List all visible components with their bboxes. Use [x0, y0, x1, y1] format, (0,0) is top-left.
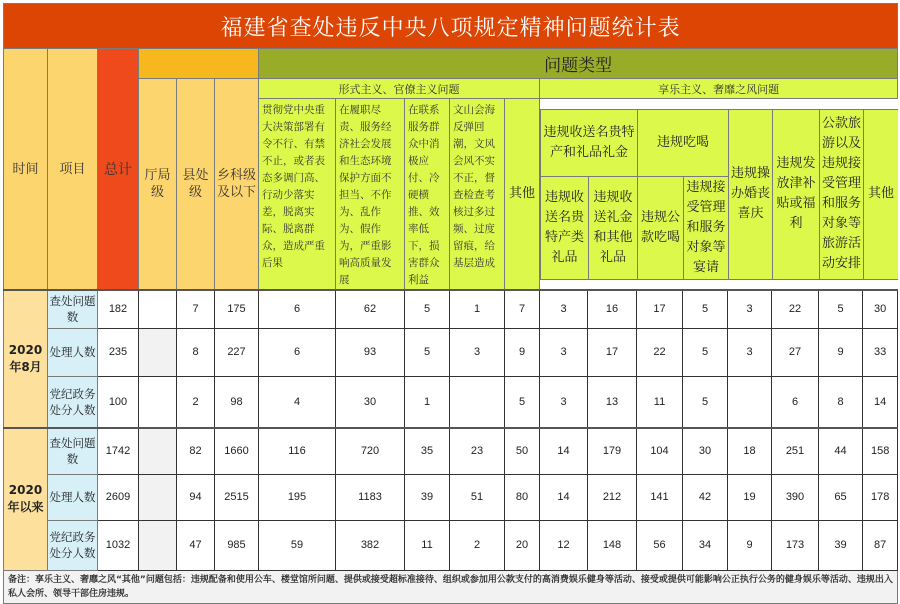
- cell: 44: [819, 428, 863, 474]
- cell: 235: [98, 328, 139, 376]
- cell: 104: [637, 428, 683, 474]
- cell: 382: [336, 520, 405, 570]
- row-item-label: 党纪政务处分人数: [48, 520, 98, 570]
- cell: 33: [863, 328, 898, 376]
- cell: 11: [637, 376, 683, 428]
- cell: 80: [505, 474, 540, 520]
- cell: 1660: [215, 428, 259, 474]
- header-gift-group: 违规收送名贵特产和礼品礼金: [541, 109, 638, 176]
- cell: 985: [215, 520, 259, 570]
- cell: 5: [683, 290, 728, 328]
- cell: 30: [863, 290, 898, 328]
- header-level-group: [139, 49, 259, 79]
- cell: 2: [450, 520, 505, 570]
- cell: 182: [98, 290, 139, 328]
- cell: 62: [336, 290, 405, 328]
- cell: 82: [177, 428, 215, 474]
- cell: 1032: [98, 520, 139, 570]
- table-row: [4, 428, 898, 474]
- cell: 3: [540, 328, 588, 376]
- row-item-label: 处理人数: [48, 328, 98, 376]
- cell: 173: [772, 520, 819, 570]
- cell: 5: [683, 376, 728, 428]
- cell: 35: [405, 428, 450, 474]
- cell: 12: [540, 520, 588, 570]
- cell: [728, 376, 772, 428]
- cell: 5: [819, 290, 863, 328]
- header-dining-banquet: 违规接受管理和服务对象等宴请: [684, 176, 729, 279]
- cell: 18: [728, 428, 772, 474]
- header-level-township: 乡科级及以下: [215, 79, 259, 291]
- cell: 2515: [215, 474, 259, 520]
- cell: 8: [819, 376, 863, 428]
- cell: 158: [863, 428, 898, 474]
- cell: 13: [588, 376, 637, 428]
- header-formalism-col-3: 在联系服务群众中消极应付、冷硬横推、效率低下，损害群众利益: [405, 99, 450, 291]
- header-gift-specialty: 违规收送名贵特产类礼品: [541, 176, 589, 279]
- cell: 148: [588, 520, 637, 570]
- cell: 227: [215, 328, 259, 376]
- cell: 3: [728, 290, 772, 328]
- cell: 87: [863, 520, 898, 570]
- table-row: [4, 376, 898, 428]
- cell: [450, 376, 505, 428]
- row-item-label: 查处问题数: [48, 428, 98, 474]
- cell: 6: [259, 328, 336, 376]
- cell: 4: [259, 376, 336, 428]
- header-formalism-col-1: 贯彻党中央重大决策部署有令不行、有禁不止，或者表态多调门高、行动少落实差，脱离实际、脱离群众，造成严重后果: [259, 99, 336, 291]
- cell: 39: [405, 474, 450, 520]
- cell: 195: [259, 474, 336, 520]
- cell: [139, 428, 177, 474]
- cell: [139, 520, 177, 570]
- header-level-county: 县处级: [177, 79, 215, 291]
- cell: [139, 474, 177, 520]
- cell: 98: [215, 376, 259, 428]
- cell: 16: [588, 290, 637, 328]
- period-label: 2020年以来: [4, 428, 48, 570]
- cell: 5: [405, 328, 450, 376]
- header-formalism-group: 形式主义、官僚主义问题: [259, 79, 540, 99]
- table-title: 福建省查处违反中央八项规定精神问题统计表: [4, 4, 898, 49]
- table-note: 备注：享乐主义、奢靡之风“其他”问题包括：违规配备和使用公车、楼堂馆所问题、提供或接受超标准接待、组织或参加用公款支付的高消费娱乐健身等活动、接受或提供可能影响公正执行公务的健身娱乐等活动、违规出入私人会所、领导干部住房违规。: [4, 570, 898, 603]
- cell: 30: [683, 428, 728, 474]
- table-row: [4, 474, 898, 520]
- cell: 7: [505, 290, 540, 328]
- header-travel: 公款旅游以及违规接受管理和服务对象等旅游活动安排: [820, 109, 864, 279]
- cell: 14: [863, 376, 898, 428]
- row-item-label: 查处问题数: [48, 290, 98, 328]
- cell: 3: [728, 328, 772, 376]
- cell: 7: [177, 290, 215, 328]
- header-dining-group: 违规吃喝: [638, 109, 729, 176]
- cell: 30: [336, 376, 405, 428]
- cell: 720: [336, 428, 405, 474]
- period-label: 2020年8月: [4, 290, 48, 428]
- header-formalism-col-4: 文山会海反弹回潮，文风会风不实不正，督查检查考核过多过频、过度留痕，给基层造成: [450, 99, 505, 291]
- statistics-table: [3, 3, 898, 604]
- cell: [139, 290, 177, 328]
- header-hedonism-group: 享乐主义、奢靡之风问题: [540, 79, 898, 99]
- cell: 179: [588, 428, 637, 474]
- cell: 390: [772, 474, 819, 520]
- row-item-label: 党纪政务处分人数: [48, 376, 98, 428]
- cell: 56: [637, 520, 683, 570]
- cell: 141: [637, 474, 683, 520]
- cell: 23: [450, 428, 505, 474]
- cell: 5: [683, 328, 728, 376]
- cell: [139, 328, 177, 376]
- cell: 212: [588, 474, 637, 520]
- cell: 3: [540, 376, 588, 428]
- header-wedding: 违规操办婚丧喜庆: [729, 109, 773, 279]
- cell: 14: [540, 474, 588, 520]
- cell: 39: [819, 520, 863, 570]
- cell: 19: [728, 474, 772, 520]
- cell: 9: [819, 328, 863, 376]
- cell: 27: [772, 328, 819, 376]
- header-formalism-col-2: 在履职尽责、服务经济社会发展和生态环境保护方面不担当、不作为、乱作为、假作为，严重影响高质量发展: [336, 99, 405, 291]
- header-allowance: 违规发放津补贴或福利: [773, 109, 820, 279]
- cell: 5: [505, 376, 540, 428]
- header-hedonism-other: 其他: [864, 109, 898, 279]
- cell: 2: [177, 376, 215, 428]
- cell: 5: [405, 290, 450, 328]
- cell: 1: [450, 290, 505, 328]
- cell: 17: [588, 328, 637, 376]
- cell: 6: [772, 376, 819, 428]
- header-dining-public: 违规公款吃喝: [638, 176, 684, 279]
- cell: 100: [98, 376, 139, 428]
- table-row: [4, 520, 898, 570]
- cell: 1: [405, 376, 450, 428]
- table-row: [4, 328, 898, 376]
- cell: 22: [637, 328, 683, 376]
- row-item-label: 处理人数: [48, 474, 98, 520]
- cell: 9: [505, 328, 540, 376]
- cell: 34: [683, 520, 728, 570]
- cell: 9: [728, 520, 772, 570]
- cell: 47: [177, 520, 215, 570]
- cell: 175: [215, 290, 259, 328]
- cell: 51: [450, 474, 505, 520]
- cell: 2609: [98, 474, 139, 520]
- cell: 93: [336, 328, 405, 376]
- header-total: 总计: [98, 49, 139, 291]
- cell: 94: [177, 474, 215, 520]
- cell: 1742: [98, 428, 139, 474]
- header-gift-money: 违规收送礼金和其他礼品: [589, 176, 638, 279]
- cell: 1183: [336, 474, 405, 520]
- cell: 3: [450, 328, 505, 376]
- table-row: [4, 290, 898, 328]
- header-level-ministerial: 厅局级: [139, 79, 177, 291]
- cell: 65: [819, 474, 863, 520]
- header-time: 时间: [4, 49, 48, 291]
- cell: 42: [683, 474, 728, 520]
- hedonism-subheader: [540, 109, 898, 280]
- header-item: 项目: [48, 49, 98, 291]
- cell: 59: [259, 520, 336, 570]
- cell: 8: [177, 328, 215, 376]
- cell: 6: [259, 290, 336, 328]
- cell: 116: [259, 428, 336, 474]
- cell: 251: [772, 428, 819, 474]
- cell: [139, 376, 177, 428]
- cell: 11: [405, 520, 450, 570]
- cell: 14: [540, 428, 588, 474]
- cell: 178: [863, 474, 898, 520]
- header-formalism-other: 其他: [505, 99, 540, 291]
- cell: 20: [505, 520, 540, 570]
- cell: 50: [505, 428, 540, 474]
- cell: 17: [637, 290, 683, 328]
- cell: 22: [772, 290, 819, 328]
- header-hedonism-block: [540, 99, 898, 291]
- header-problem-type: 问题类型: [259, 49, 898, 79]
- cell: 3: [540, 290, 588, 328]
